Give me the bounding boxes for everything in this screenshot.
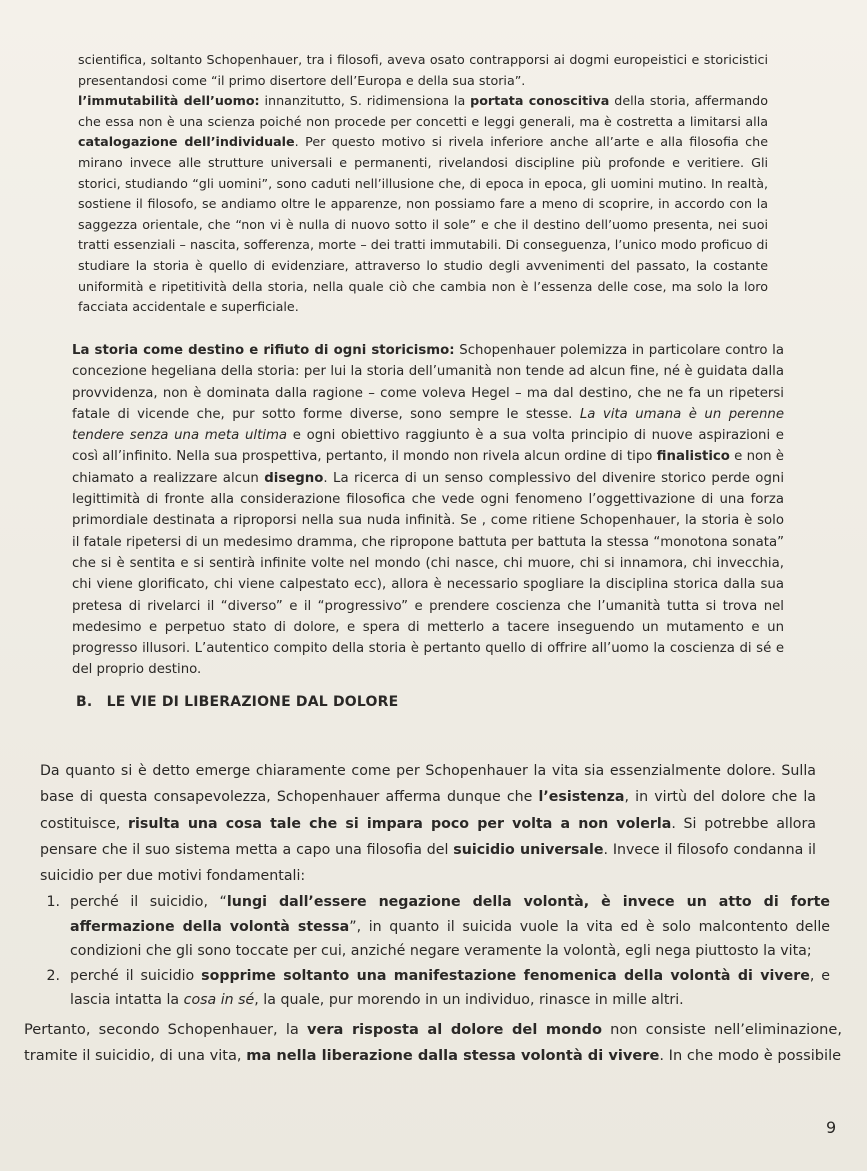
paragraph-suicide-intro — [40, 758, 816, 889]
italic-phrase: La vita umana è un perenne tendere senza una meta ultima — [72, 406, 785, 444]
paragraph-conclusion — [24, 1017, 842, 1068]
bold-term: sopprime soltanto una manifestazione fenomenica della volontà di vivere — [201, 967, 810, 984]
text-span: scientifica, soltanto Schopenhauer, tra i filosofi, aveva osato contrapporsi ai dogmi europeistici e storicistici presentandosi come “il primo disertore dell’Europa e della sua storia”. — [78, 52, 768, 88]
bold-term: ma nella liberazione dalla stessa volontà di vivere — [246, 1046, 660, 1064]
text-span: e non è chiamato a realizzare alcun — [72, 449, 784, 486]
bold-term: lungi dall’essere negazione della volontà, è invece un atto di forte affermazione della volontà stessa — [70, 894, 830, 935]
text-span: , in virtù del dolore che la costituisce, — [40, 789, 816, 832]
bold-term: vera risposta al dolore del mondo — [306, 1021, 602, 1038]
text-span: innanzitutto, S. ridimensiona la — [259, 93, 471, 109]
numbered-list — [30, 890, 830, 1013]
bold-term: l’immutabilità dell’uomo: — [78, 93, 260, 109]
text-span: della storia, affermando che essa non è una scienza poiché non procede per concetti e leggi generali, ma è costretta a limitarsi alla — [78, 93, 768, 129]
text-span: . Si potrebbe allora pensare che il suo sistema metta a capo una filosofia del — [40, 815, 816, 858]
list-item-text — [70, 890, 830, 964]
italic-phrase: cosa in sé — [183, 992, 255, 1008]
paragraph-history-as-destiny — [72, 340, 784, 681]
section-heading: B. LE VIE DI LIBERAZIONE DAL DOLORE — [76, 694, 399, 710]
text-span: . Per questo motivo si rivela inferiore anche all’arte e alla filosofia che mirano invece alle strutture universali e permanenti, rivelandosi discipline più profonde e veritiere. Gli storici, studiando “gli uomini”, sono caduti nell’illusione che, di epoca in epoca, gli uomini mutino. In realtà, sostiene il filosofo, se andiamo oltre le apparenze, non possiamo fare a meno di scoprire, in accordo con la saggezza orientale, che “non vi è nulla di nuovo sotto il sole” e che il destino dell’uomo presenta, nei suoi tratti essenziali – nascita, sofferenza, morte – dei tratti immutabili. Di conseguenza, l’unico modo proficuo di studiare la storia è quello di evidenziare, attraverso lo studio degli avvenimenti del passato, la costante uniformità e ripetitività della storia, nella quale ciò che cambia non è l’essenza delle cose, ma solo la loro facciata accidentale e superficiale. — [78, 134, 768, 315]
list-item-text — [70, 964, 830, 1013]
paragraph-immutability — [78, 50, 768, 318]
list-item — [30, 890, 830, 964]
list-item — [30, 964, 830, 1013]
text-span: . La ricerca di un senso complessivo del divenire storico perde ogni legittimità di fronte alla considerazione filosofica che vede ogni fenomeno l’oggettivazione di una forza primordiale destinata a riproporsi nella sua nuda infinità. Se , come ritiene Schopenhauer, la storia è solo il fatale ripetersi di un medesimo dramma, che ripropone battuta per battuta la stessa “monotona sonata” che si è sentita e si sentirà infinite volte nel mondo (chi nasce, chi muore, chi si innamora, chi invecchia, chi viene glorificato, chi viene calpestato ecc), allora è necessario spogliare la disciplina storica dalla sua pretesa di rivelarci il “diverso” e il “progressivo” e prendere coscienza che l’umanità tutta si trova nel medesimo e perpetuo stato di dolore, e spera di metterlo a tacere inseguendo un mutamento e un progresso illusori. L’autentico compito della storia è pertanto quello di offrire all’uomo la coscienza di sé e del proprio destino. — [72, 470, 785, 678]
list-number: 1. — [46, 894, 60, 910]
text-span: Da quanto si è detto emerge chiaramente come per Schopenhauer la vita sia essenzialmente dolore. Sulla base di questa consapevolezza, Schopenhauer afferma dunque che — [40, 763, 816, 806]
page-number: 9 — [826, 1118, 837, 1137]
bold-term: l’esistenza — [538, 789, 625, 806]
bold-term: suicidio universale — [453, 841, 604, 858]
bold-term: portata conoscitiva — [470, 93, 610, 109]
bold-term: risulta una cosa tale che si impara poco per volta a non volerla — [128, 815, 672, 832]
bold-term: disegno — [264, 470, 324, 486]
text-span: . Invece il filosofo condanna il suicidio per due motivi fondamentali: — [40, 841, 816, 885]
text-span: ”, in quanto il suicida vuole la vita ed è solo malcontento delle condizioni che gli sono toccate per cui, anziché negare veramente la volontà, egli nega piuttosto la vita; — [70, 918, 831, 959]
text-span: . In che modo è possibile — [659, 1046, 842, 1064]
text-span: non consiste nell’eliminazione, tramite il suicidio, di una vita, — [24, 1021, 842, 1064]
text-span: perché il suicidio — [70, 967, 202, 984]
text-span: , la quale, pur morendo in un individuo, rinasce in mille altri. — [254, 992, 684, 1008]
list-number: 2. — [46, 967, 60, 984]
text-span: Pertanto, secondo Schopenhauer, la — [24, 1021, 307, 1038]
bold-term: catalogazione dell’individuale — [78, 134, 295, 150]
bold-term: La storia come destino e rifiuto di ogni storicismo: — [72, 343, 455, 358]
text-span: Schopenhauer polemizza in particolare contro la concezione hegeliana della storia: per lui la storia dell’umanità non tende ad alcun fine, né è guidata dalla provvidenza, non è dominata dalla ragione – come voleva Hegel – ma dal destino, che ne fa un ripetersi fatale di vicende che, pur sotto forme diverse, sono sempre le stesse. — [72, 343, 785, 422]
bold-term: finalistico — [656, 449, 730, 465]
text-span: , e lascia intatta la — [70, 967, 831, 1008]
text-span: perché il suicidio, “ — [70, 894, 227, 910]
text-span: e ogni obiettivo raggiunto è a sua volta principio di nuove aspirazioni e così all’infinito. Nella sua prospettiva, pertanto, il mondo non rivela alcun ordine di tipo — [72, 428, 784, 465]
